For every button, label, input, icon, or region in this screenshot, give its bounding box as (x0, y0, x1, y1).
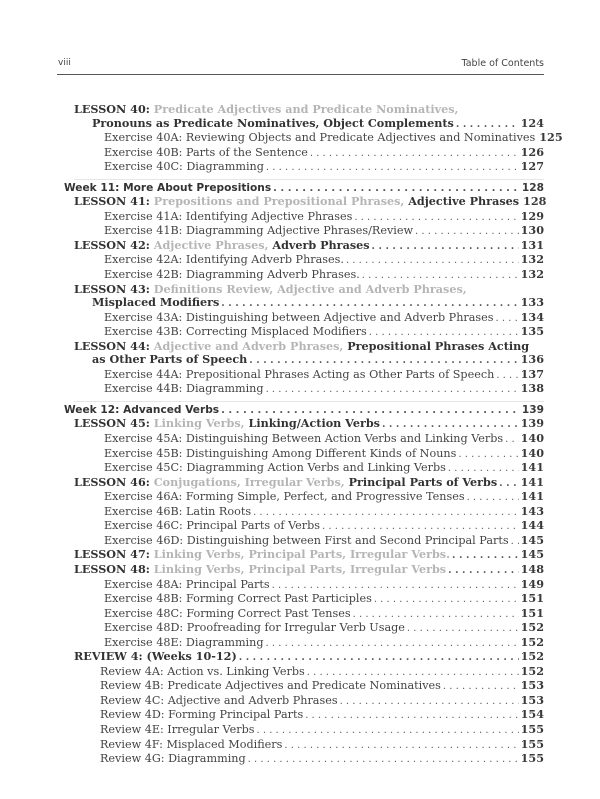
exercise-title: Exercise 44B: Diagramming (104, 382, 264, 396)
page-ref: 127 (520, 159, 544, 174)
page-ref: 148 (520, 561, 544, 576)
page-ref: 155 (520, 736, 544, 751)
dot-leader (353, 608, 519, 622)
dot-leader (505, 433, 519, 447)
toc-review-item[interactable] (74, 738, 544, 753)
toc-exercise[interactable] (74, 621, 544, 636)
week-12 (64, 401, 544, 767)
page-ref: 126 (520, 144, 544, 159)
dot-leader (248, 753, 519, 767)
dot-leader (369, 326, 519, 340)
exercise-title: Exercise 48C: Forming Correct Past Tenses (104, 606, 351, 620)
dot-leader (322, 520, 519, 534)
exercise-title: Exercise 42A: Identifying Adverb Phrases. (104, 253, 344, 267)
running-title: Table of Contents (461, 58, 544, 69)
page-ref: 138 (520, 381, 544, 396)
review-item-title: Review 4F: Misplaced Modifiers (100, 737, 283, 751)
page-header (57, 58, 544, 75)
exercise-title: Exercise 48A: Principal Parts (104, 577, 270, 591)
dot-leader (511, 535, 519, 549)
lesson-title: Pronouns as Predicate Nominatives, Object Complements (92, 115, 454, 130)
page-ref: 140 (520, 445, 544, 460)
lesson-title: Linking/Action Verbs (248, 416, 380, 431)
page-ref: 124 (520, 115, 544, 130)
page-ref: 133 (520, 295, 544, 310)
page-ref: 139 (520, 416, 544, 431)
page-ref: 132 (520, 252, 544, 267)
dot-leader (362, 269, 519, 283)
toc-exercise[interactable] (74, 130, 563, 146)
lesson-grey-title: Linking Verbs, Principal Parts, Irregular Verbs. (153, 547, 451, 562)
dot-leader (284, 739, 518, 753)
toc-exercise[interactable] (74, 519, 544, 534)
lesson-grey-title: Predicate Adjectives and Predicate Nominatives, (153, 102, 459, 116)
lesson-title: Adverb Phrases (272, 237, 370, 252)
dot-leader (249, 354, 518, 368)
dot-leader (448, 564, 519, 578)
page-ref: 155 (520, 751, 544, 766)
page-ref: 151 (520, 605, 544, 620)
toc-exercise[interactable] (74, 505, 544, 520)
exercise-title: Exercise 45B: Distinguishing Among Different Kinds of Nouns (104, 446, 457, 460)
lesson-label: LESSON 44: (74, 338, 150, 353)
toc-exercise[interactable] (74, 268, 544, 283)
dot-leader (256, 724, 518, 738)
toc-review-item[interactable] (74, 752, 544, 767)
toc-exercise[interactable] (74, 210, 544, 225)
exercise-title: Exercise 40C: Diagramming (104, 160, 264, 174)
exercise-title: Exercise 46C: Principal Parts of Verbs (104, 519, 320, 533)
dot-leader (496, 312, 519, 326)
page-ref: 143 (520, 503, 544, 518)
dot-leader (458, 448, 518, 462)
page-ref: 137 (520, 366, 544, 381)
exercise-title: Exercise 40B: Parts of the Sentence (104, 145, 308, 159)
dot-leader (467, 491, 519, 505)
week-title: Week 12: Advanced Verbs (64, 403, 220, 416)
dot-leader (415, 225, 519, 239)
toc-exercise[interactable] (74, 160, 544, 175)
page-ref: 145 (520, 547, 544, 562)
toc-exercise[interactable] (74, 253, 544, 268)
lesson-label: LESSON 45: (74, 416, 150, 431)
toc-exercise[interactable] (74, 534, 544, 549)
dot-leader (354, 211, 518, 225)
lesson-grey-title: Prepositions and Prepositional Phrases, (153, 194, 405, 209)
toc-exercise[interactable] (74, 592, 544, 607)
dot-leader (239, 651, 519, 665)
dot-leader (272, 579, 519, 593)
dot-leader (382, 418, 519, 432)
page-ref: 145 (520, 532, 544, 547)
toc-exercise[interactable] (74, 447, 544, 462)
exercise-title: Exercise 45A: Distinguishing Between Action Verbs and Linking Verbs (104, 432, 504, 446)
page-ref: 130 (520, 223, 544, 238)
toc-lesson-43[interactable] (74, 283, 544, 297)
dot-leader (407, 622, 519, 636)
lesson-grey-title: Conjugations, Irregular Verbs, (153, 474, 345, 489)
toc-lesson-46[interactable] (74, 476, 544, 491)
toc-lesson-48[interactable] (74, 563, 544, 578)
toc-review-item[interactable] (74, 694, 544, 709)
review-title: REVIEW 4: (Weeks 10-12) (74, 649, 237, 664)
toc-exercise[interactable] (74, 461, 544, 476)
page-ref: 152 (520, 663, 544, 678)
page-ref: 141 (520, 489, 544, 504)
page-ref: 152 (520, 649, 544, 664)
page-ref: 139 (521, 403, 544, 416)
review-item-title: Review 4C: Adjective and Adverb Phrases (100, 693, 338, 707)
week-10-continued (74, 102, 563, 175)
lesson-grey-title: Linking Verbs, (153, 416, 245, 431)
exercise-title: Exercise 48D: Proofreading for Irregular Verb Usage (104, 621, 405, 635)
exercise-title: Exercise 41A: Identifying Adjective Phrases (104, 209, 353, 223)
toc-review-item[interactable] (74, 665, 544, 680)
page-ref: 144 (520, 518, 544, 533)
page-ref: 128 (523, 194, 547, 209)
lesson-label: LESSON 40: (74, 102, 150, 116)
toc-exercise[interactable] (74, 382, 544, 397)
toc-review-item[interactable] (74, 708, 544, 723)
page-ref: 154 (520, 707, 544, 722)
toc-lesson-43-cont[interactable] (74, 296, 544, 311)
dot-leader (456, 118, 519, 132)
page-ref: 151 (520, 591, 544, 606)
lesson-title: as Other Parts of Speech (92, 352, 248, 367)
page-ref: 132 (520, 267, 544, 282)
toc-exercise[interactable] (74, 578, 544, 593)
page-number: viii (58, 58, 71, 68)
review-item-title: Review 4D: Forming Principal Parts (100, 708, 304, 722)
toc-lesson-47[interactable] (74, 548, 544, 563)
toc-exercise[interactable] (74, 636, 544, 651)
page-ref: 155 (520, 721, 544, 736)
lesson-label: LESSON 46: (74, 474, 150, 489)
page-ref: 128 (521, 181, 544, 194)
lesson-label: LESSON 47: (74, 547, 150, 562)
page-ref: 153 (520, 678, 544, 693)
dot-leader (443, 680, 519, 694)
lesson-title: Adjective Phrases (408, 194, 520, 209)
toc-lesson-45[interactable] (74, 417, 544, 432)
toc-review-item[interactable] (74, 679, 544, 694)
dot-leader (307, 666, 519, 680)
toc-exercise[interactable] (74, 432, 544, 447)
lesson-grey-title: Adjective and Adverb Phrases, (153, 338, 344, 353)
exercise-title: Exercise 41B: Diagramming Adjective Phrases/Review (104, 224, 414, 238)
page-ref: 152 (520, 634, 544, 649)
review-item-title: Review 4B: Predicate Adjectives and Predicate Nominatives (100, 679, 441, 693)
toc-lesson-42[interactable] (74, 239, 544, 254)
page-ref: 149 (520, 576, 544, 591)
lesson-grey-title: Adjective Phrases, (153, 237, 269, 252)
toc-lesson-40-cont[interactable] (74, 117, 544, 132)
toc-week-12[interactable] (64, 404, 544, 418)
toc-week-11[interactable] (64, 182, 544, 196)
toc-exercise[interactable] (74, 224, 544, 239)
toc-exercise[interactable] (74, 490, 544, 505)
page-ref: 141 (520, 460, 544, 475)
exercise-title: Exercise 44A: Prepositional Phrases Acting as Other Parts of Speech (104, 367, 495, 381)
toc-review-4[interactable] (74, 650, 544, 665)
table-of-contents (64, 102, 563, 767)
page-ref: 131 (520, 237, 544, 252)
toc-exercise[interactable] (74, 311, 544, 326)
lesson-grey-title: Definitions Review, Adjective and Adverb Phrases, (153, 281, 467, 296)
review-item-title: Review 4G: Diagramming (100, 752, 246, 766)
week-title: Week 11: More About Prepositions (64, 181, 272, 194)
dot-leader (253, 506, 519, 520)
dot-leader (266, 637, 519, 651)
toc-exercise[interactable] (74, 607, 544, 622)
dot-leader (448, 462, 519, 476)
lesson-label: LESSON 41: (74, 194, 150, 209)
dot-leader (273, 182, 520, 196)
lesson-grey-title: Linking Verbs, Principal Parts, Irregular Verbs (153, 561, 447, 576)
page-ref: 129 (520, 208, 544, 223)
page-ref: 134 (520, 309, 544, 324)
toc-lesson-41[interactable] (74, 194, 547, 210)
dot-leader (310, 147, 519, 161)
exercise-title: Exercise 46D: Distinguishing between First and Second Principal Parts (104, 533, 509, 547)
toc-lesson-44-cont[interactable] (74, 353, 544, 368)
review-item-title: Review 4E: Irregular Verbs (100, 722, 255, 736)
dot-leader (221, 404, 520, 418)
page-ref: 136 (520, 352, 544, 367)
exercise-title: Exercise 48E: Diagramming (104, 635, 264, 649)
toc-exercise[interactable] (74, 146, 544, 161)
page-ref: 135 (520, 324, 544, 339)
dot-leader (266, 161, 519, 175)
exercise-title: Exercise 42B: Diagramming Adverb Phrases. (104, 268, 360, 282)
toc-exercise[interactable] (74, 325, 544, 340)
dot-leader (346, 254, 519, 268)
page-ref: 125 (539, 130, 563, 145)
lesson-label: LESSON 48: (74, 561, 150, 576)
lesson-title: Misplaced Modifiers (92, 295, 220, 310)
exercise-title: Exercise 43B: Correcting Misplaced Modifiers (104, 325, 367, 339)
exercise-title: Exercise 46A: Forming Simple, Perfect, and Progressive Tenses (104, 490, 465, 504)
dot-leader (266, 383, 519, 397)
week-11 (64, 179, 547, 397)
dot-leader (496, 369, 518, 383)
exercise-title: Exercise 45C: Diagramming Action Verbs and Linking Verbs (104, 461, 446, 475)
dot-leader (340, 695, 519, 709)
lesson-label: LESSON 43: (74, 281, 150, 296)
dot-leader (221, 297, 518, 311)
dot-leader (452, 549, 519, 563)
page-ref: 152 (520, 620, 544, 635)
review-item-title: Review 4A: Action vs. Linking Verbs (100, 664, 305, 678)
toc-exercise[interactable] (74, 368, 544, 383)
lesson-label: LESSON 42: (74, 237, 150, 252)
lesson-title: Prepositional Phrases Acting (347, 338, 530, 353)
dot-leader (305, 709, 518, 723)
exercise-title: Exercise 43A: Distinguishing between Adjective and Adverb Phrases (104, 310, 494, 324)
dot-leader (372, 240, 519, 254)
exercise-title: Exercise 46B: Latin Roots (104, 504, 252, 518)
toc-review-item[interactable] (74, 723, 544, 738)
dot-leader (374, 593, 519, 607)
exercise-title: Exercise 48B: Forming Correct Past Participles (104, 592, 372, 606)
toc-lesson-40[interactable] (74, 103, 544, 117)
exercise-title: Exercise 40A: Reviewing Objects and Predicate Adjectives and Nominatives (104, 131, 536, 145)
page-ref: 141 (520, 474, 544, 489)
dot-leader (499, 477, 518, 491)
page-ref: 140 (520, 431, 544, 446)
page-ref: 153 (520, 692, 544, 707)
toc-lesson-44[interactable] (74, 340, 544, 354)
lesson-title: Principal Parts of Verbs (348, 474, 498, 489)
